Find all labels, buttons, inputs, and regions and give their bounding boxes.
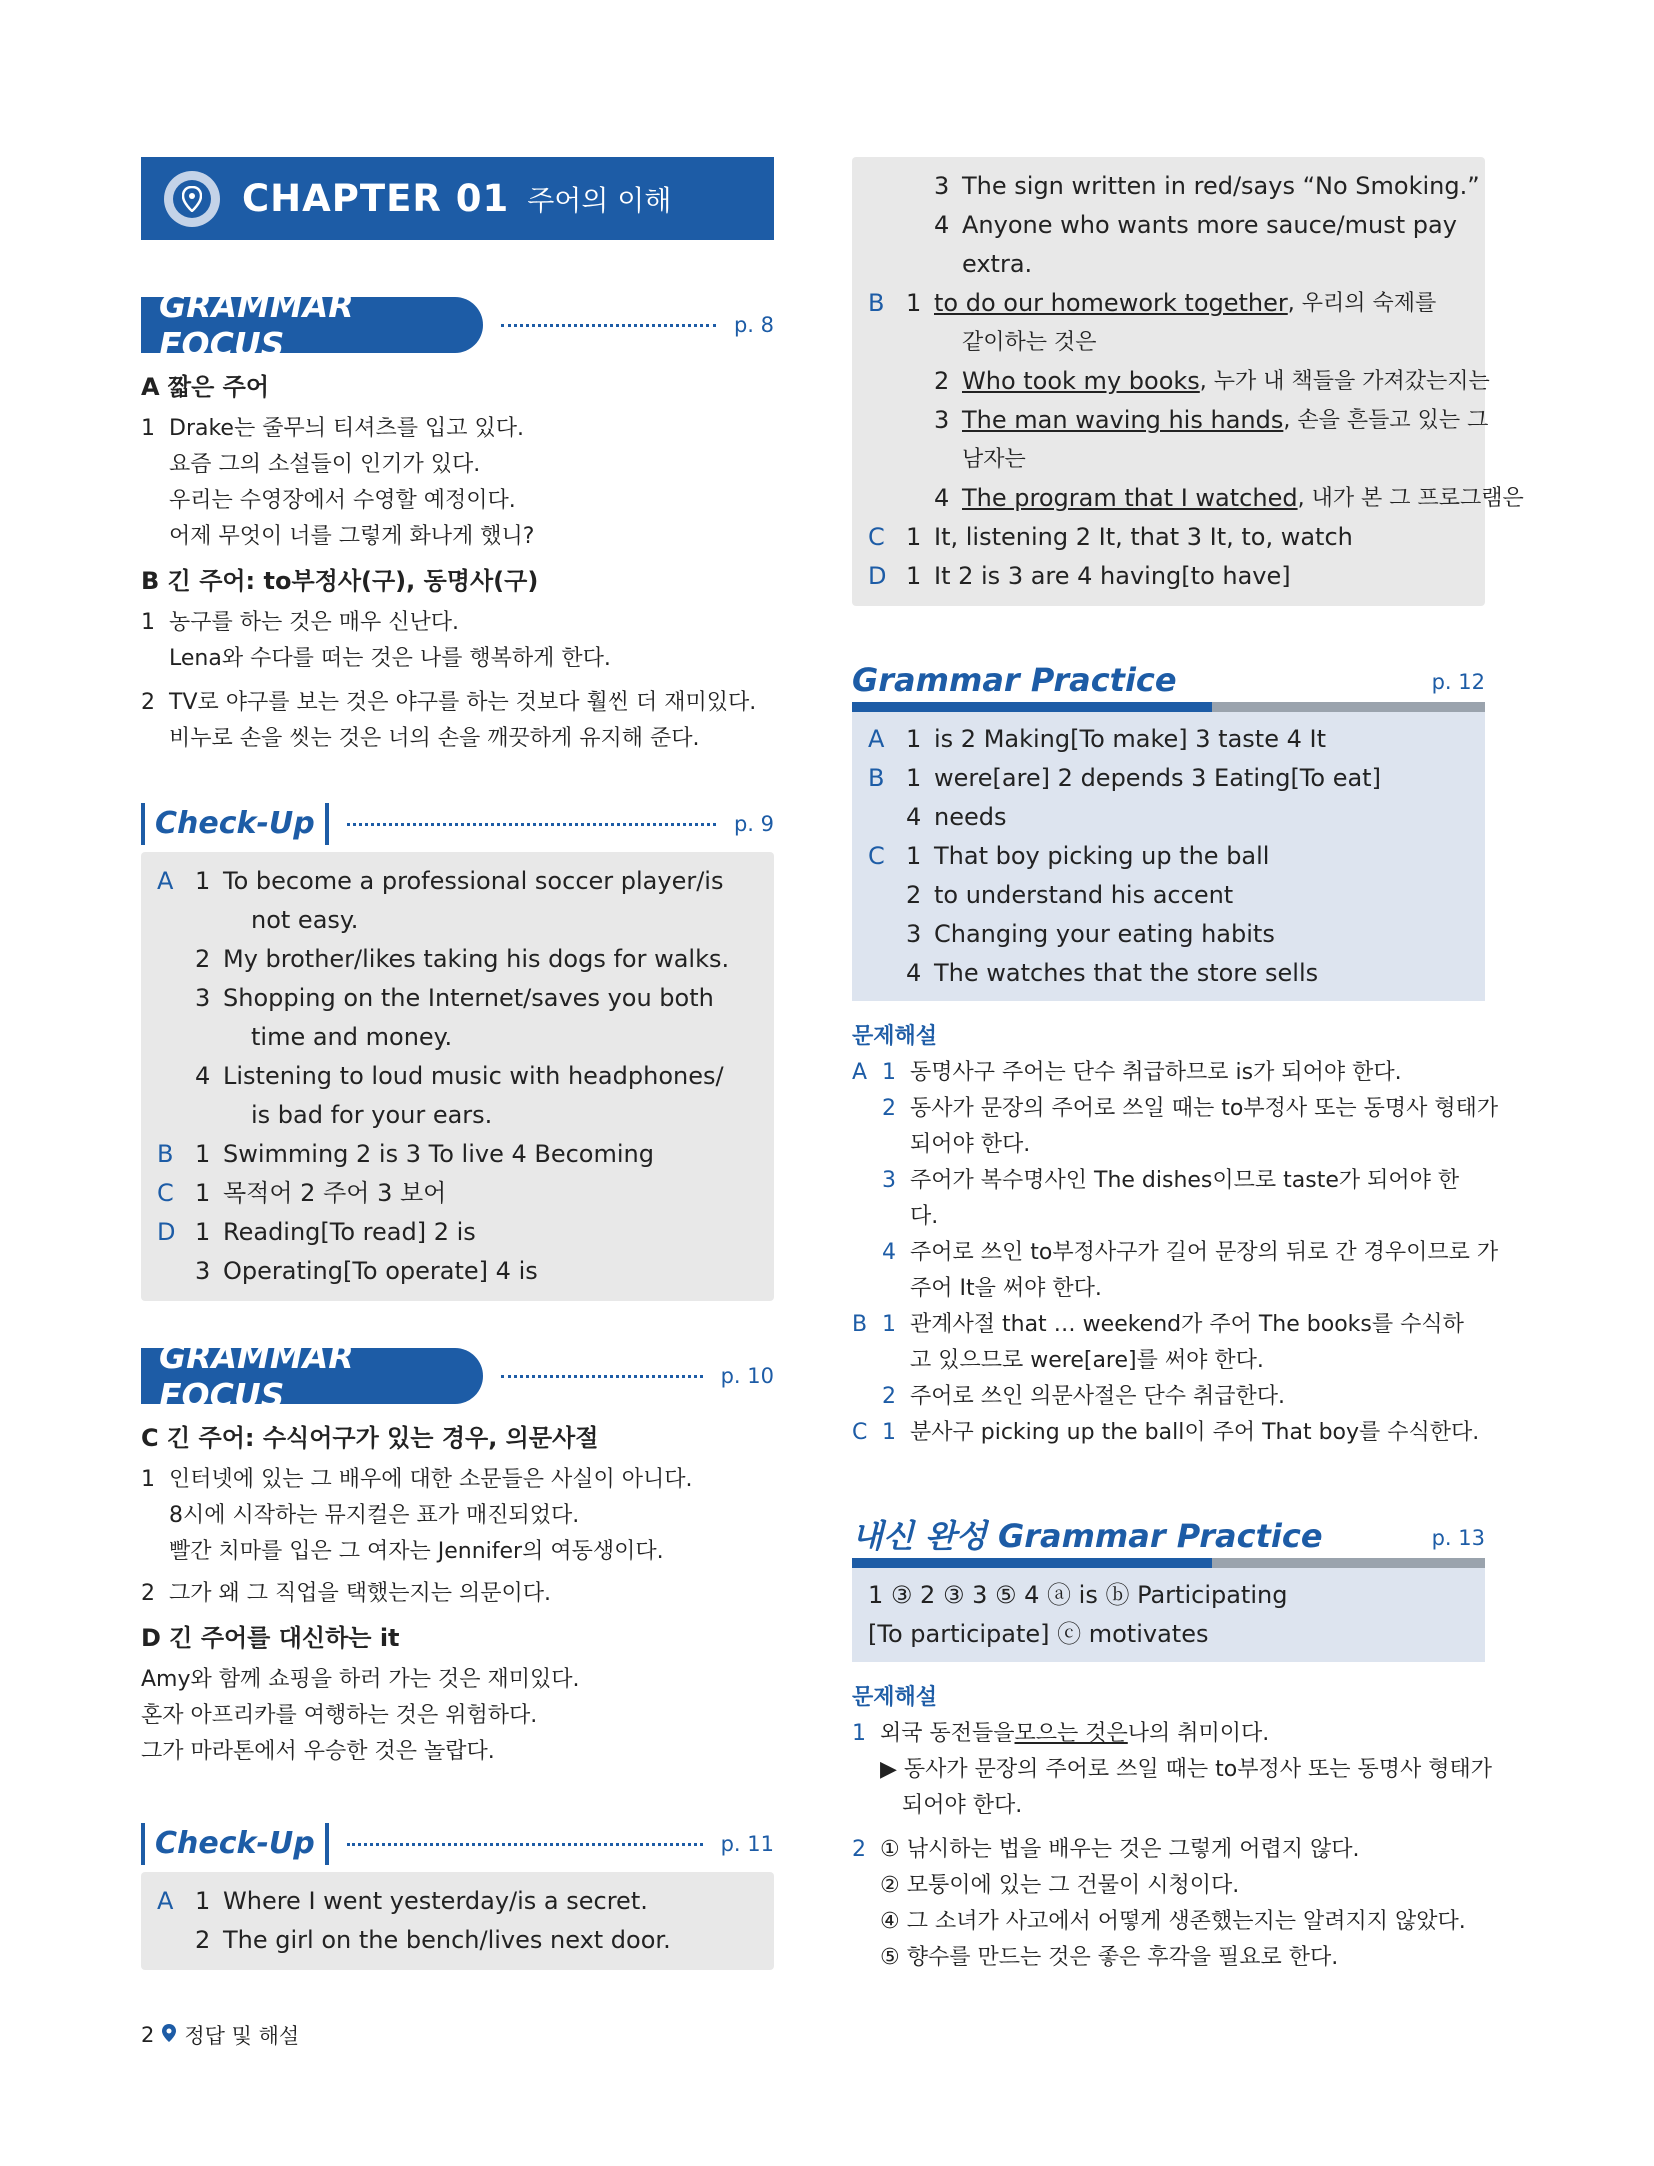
underlined-phrase: Who took my books <box>962 367 1200 395</box>
answer-line: It 2 is 3 are 4 having[to have] <box>934 562 1291 590</box>
footer-text: 정답 및 해설 <box>184 2024 300 2048</box>
answer-line: Listening to loud music with headphones/ <box>223 1062 724 1090</box>
section-title: Check-Up <box>141 803 329 845</box>
underlined-phrase: The man waving his hands <box>962 406 1284 434</box>
answer-line: Changing your eating habits <box>934 920 1275 948</box>
answer-line: 1 ③ 2 ③ 3 ⑤ 4 ⓐ is ⓑ Participating <box>868 1581 1288 1609</box>
page-ref: p. 13 <box>1431 1526 1485 1550</box>
explanation-heading: 문제해설 <box>852 1024 938 1049</box>
answer-box: A 1 is 2 Making[To make] 3 taste 4 It B 1 were[are] 2 depends 3 Eating[To eat] 4 needs C 1 That boy picking up the ball 2 to understand his accent 3 Changing your eating habits 4 The watches that the store sells <box>852 712 1485 1001</box>
explanation-note: ▶ 동사가 문장의 주어로 쓰일 때는 to부정사 또는 동명사 형태가 <box>880 1757 1492 1782</box>
answer-line: 목적어 2 주어 3 보어 <box>223 1179 447 1207</box>
example-line: 8시에 시작하는 뮤지컬은 표가 매진되었다. <box>169 1503 580 1528</box>
answer-box <box>852 1568 1485 1662</box>
explanation-line: ② 모퉁이에 있는 그 건물이 시청이다. <box>880 1873 1240 1898</box>
location-pin-icon <box>162 2023 176 2047</box>
example-line: 그가 왜 그 직업을 택했는지는 의문이다. <box>169 1581 551 1606</box>
page-ref: p. 11 <box>720 1832 774 1856</box>
explanation-line: 다. <box>910 1204 939 1229</box>
section-title: GRAMMAR FOCUS <box>141 297 483 353</box>
grammar-practice-section: Grammar Practice p. 12 A 1 is 2 Making[To make] 3 taste 4 It B 1 were[are] 2 depends 3 Eating[To eat] 4 needs C 1 That boy picking up the ball 2 to understand his accent 3 Changing your eating habits 4 The watches that the store sells 문제해설 A 1 동명사구 주어는 단수 취급하므로 is가 되어야 한다. 2 동사가 문장의 주어로 쓰일 때는 to부정사 또는 동명사 형태가 되어야 한다. 3 주어가 복수명사인 The dishes이므로 taste가 되어야 한 다. 4 주어로 쓰인 to부정사구가 길어 문장의 뒤로 간 경우이므로 가 주어 It을 써야 한다. B 1 관계사절 that … weekend가 주어 The books를 수식하 고 있으므로 were[are]를 써야 한다. 2 주어로 쓰인 의문사절은 단수 취급한다. C 1 분사구 picking up the ball이 주어 That boy를 수식한다. <box>852 656 1485 1451</box>
answer-line: to understand his accent <box>934 881 1234 909</box>
explanation-line: 주어 It을 써야 한다. <box>910 1276 1102 1301</box>
answer-box: A 1 Where I went yesterday/is a secret. 2 The girl on the bench/lives next door. <box>141 1872 774 1970</box>
answer-line: Reading[To read] 2 is <box>223 1218 476 1246</box>
example-line: 그가 마라톤에서 우승한 것은 놀랍다. <box>141 1739 495 1764</box>
page-ref: p. 10 <box>720 1364 774 1388</box>
grammar-focus-section-2: GRAMMAR FOCUS p. 10 C 긴 주어: 수식어구가 있는 경우, 의문사절 1 인터넷에 있는 그 배우에 대한 소문들은 사실이 아니다. 8시에 시작하는 뮤지컬은 표가 매진되었다. 빨간 치마를 입은 그 여자는 Jennifer의 여동생이다. 2 그가 왜 그 직업을 택했는지는 의문이다. D 긴 주어를 대신하는 it Amy와 함께 쇼핑을 하러 가는 것은 재미있다. 혼자 아프리카를 여행하는 것은 위험하다. 그가 마라톤에서 우승한 것은 놀랍다. <box>141 1348 774 1770</box>
explanation-line: 동명사구 주어는 단수 취급하므로 is가 되어야 한다. <box>910 1060 1402 1085</box>
dotted-leader <box>347 823 716 826</box>
dotted-leader <box>501 1375 703 1378</box>
example-line: 요즘 그의 소설들이 인기가 있다. <box>169 452 481 477</box>
answer-line: needs <box>934 803 1007 831</box>
example-line: 우리는 수영장에서 수영할 예정이다. <box>169 488 516 513</box>
example-line: 어제 무엇이 너를 그렇게 화나게 했니? <box>169 524 535 549</box>
explanation-heading: 문제해설 <box>852 1685 938 1710</box>
underlined-phrase: The program that I watched <box>962 484 1298 512</box>
page-number: 2 <box>141 2023 155 2047</box>
answer-line: extra. <box>962 250 1033 278</box>
answer-line: Where I went yesterday/is a secret. <box>223 1887 648 1915</box>
dotted-leader <box>501 324 716 327</box>
explanation-line: 동사가 문장의 주어로 쓰일 때는 to부정사 또는 동명사 형태가 <box>910 1096 1499 1121</box>
answer-line: The watches that the store sells <box>934 959 1319 987</box>
explanation-line: ① 낚시하는 법을 배우는 것은 그렇게 어렵지 않다. <box>880 1837 1360 1862</box>
answer-line: is bad for your ears. <box>251 1101 493 1129</box>
subsection-head: D 긴 주어를 대신하는 it <box>141 1624 400 1652</box>
explanation-line: 분사구 picking up the ball이 주어 That boy를 수식한다. <box>910 1420 1480 1445</box>
explanation-note: 되어야 한다. <box>902 1793 1023 1818</box>
underlined-phrase: to do our homework together <box>934 289 1288 317</box>
answer-line: were[are] 2 depends 3 Eating[To eat] <box>934 764 1381 792</box>
exam-practice-section: 내신 완성 Grammar Practice p. 13 1 ③ 2 ③ 3 ⑤ 4 ⓐ is ⓑ Participating [To participate] ⓒ motivates 문제해설 1 외국 동전들을 모으는 것은 나의 취미이다. ▶ 동사가 문장의 주어로 쓰일 때는 to부정사 또는 동명사 형태가 되어야 한다. 2 ① 낚시하는 법을 배우는 것은 그렇게 어렵지 않다. ② 모퉁이에 있는 그 건물이 시청이다. ④ 그 소녀가 사고에서 어떻게 생존했는지는 알려지지 않았다. ⑤ 향수를 만드는 것은 좋은 후각을 필요로 한다. <box>852 1512 1485 1976</box>
section-title: GRAMMAR FOCUS <box>141 1348 483 1404</box>
section-title: Check-Up <box>141 1823 329 1865</box>
grammar-focus-section-1: GRAMMAR FOCUS p. 8 A 짧은 주어 1 Drake는 줄무늬 티셔츠를 입고 있다. 요즘 그의 소설들이 인기가 있다. 우리는 수영장에서 수영할 예정이다. 어제 무엇이 너를 그렇게 화나게 했니? B 긴 주어: to부정사(구), 동명사(구) 1 농구를 하는 것은 매우 신난다. Lena와 수다를 떠는 것은 나를 행복하게 한다. 2 TV로 야구를 보는 것은 야구를 하는 것보다 훨씬 더 재미있다. 비누로 손을 씻는 것은 너의 손을 깨끗하게 유지해 준다. <box>141 297 774 757</box>
answer-line: That boy picking up the ball <box>934 842 1270 870</box>
example-line: Drake는 줄무늬 티셔츠를 입고 있다. <box>169 416 524 441</box>
answer-line: Operating[To operate] 4 is <box>223 1257 538 1285</box>
page-footer <box>141 2020 299 2050</box>
answer-line: is 2 Making[To make] 3 taste 4 It <box>934 725 1326 753</box>
explanation-line: ⑤ 향수를 만드는 것은 좋은 후각을 필요로 한다. <box>880 1945 1339 1970</box>
answer-line: It, listening 2 It, that 3 It, to, watch <box>934 523 1353 551</box>
explanation-line: 주어가 복수명사인 The dishes이므로 taste가 되어야 한 <box>910 1168 1460 1193</box>
page-ref: p. 12 <box>1431 670 1485 694</box>
subsection-head: A 짧은 주어 <box>141 373 270 401</box>
location-pin-icon <box>164 171 220 227</box>
explanation-line: 고 있으므로 were[are]를 써야 한다. <box>910 1348 1264 1373</box>
answer-line: Shopping on the Internet/saves you both <box>223 984 714 1012</box>
example-line: 빨간 치마를 입은 그 여자는 Jennifer의 여동생이다. <box>169 1539 664 1564</box>
example-line: 인터넷에 있는 그 배우에 대한 소문들은 사실이 아니다. <box>169 1467 693 1492</box>
page-ref: p. 8 <box>733 313 774 337</box>
explanation-line: 주어로 쓰인 to부정사구가 길어 문장의 뒤로 간 경우이므로 가 <box>910 1240 1499 1265</box>
section-title: Grammar Practice <box>852 661 1177 699</box>
chapter-banner <box>141 157 774 240</box>
answer-box-continued: 3 The sign written in red/says “No Smoking.” 4 Anyone who wants more sauce/must pay extra. B 1 to do our homework together , 우리의 숙제를 같이하는 것은 2 Who took my books , 누가 내 책들을 가져갔는지는 3 The man waving his hands , 손을 흔들고 있는 그 남자는 4 The program that I watched , 내가 본 그 프로그램은 C 1 It, listening 2 It, that 3 It, to, watch D 1 It 2 is 3 are 4 having[to have] <box>852 157 1485 606</box>
subsection-head: B 긴 주어: to부정사(구), 동명사(구) <box>141 567 539 595</box>
example-line: 농구를 하는 것은 매우 신난다. <box>169 610 459 635</box>
answer-line: The girl on the bench/lives next door. <box>223 1926 671 1954</box>
explanation-line: ④ 그 소녀가 사고에서 어떻게 생존했는지는 알려지지 않았다. <box>880 1909 1466 1934</box>
chapter-title: CHAPTER 01 <box>242 177 510 220</box>
answer-line: not easy. <box>251 906 359 934</box>
check-up-section-1 <box>141 802 774 1301</box>
underlined-phrase: 모으는 것은 <box>1014 1721 1128 1746</box>
dotted-leader <box>347 1843 703 1846</box>
explanation-line: 주어로 쓰인 의문사절은 단수 취급한다. <box>910 1384 1285 1409</box>
answer-line: Swimming 2 is 3 To live 4 Becoming <box>223 1140 654 1168</box>
page-ref: p. 9 <box>733 812 774 836</box>
chapter-subtitle: 주어의 이해 <box>527 183 672 217</box>
example-line: TV로 야구를 보는 것은 야구를 하는 것보다 훨씬 더 재미있다. <box>169 690 757 715</box>
answer-line: The sign written in red/says “No Smoking.” <box>962 172 1480 200</box>
answer-line: time and money. <box>251 1023 453 1051</box>
answer-box: A 1 To become a professional soccer player/is not easy. 2 My brother/likes taking his dogs for walks. 3 Shopping on the Internet/saves you both time and money. 4 Listening to loud music with headphones/ is bad for your ears. B 1 Swimming 2 is 3 To live 4 Becoming C 1 목적어 2 주어 3 보어 D 1 Reading[To read] 2 is 3 Operating[To operate] 4 is <box>141 852 774 1301</box>
example-line: 혼자 아프리카를 여행하는 것은 위험하다. <box>141 1703 538 1728</box>
explanation-line: 관계사절 that … weekend가 주어 The books를 수식하 <box>910 1312 1464 1337</box>
example-line: Amy와 함께 쇼핑을 하러 가는 것은 재미있다. <box>141 1667 580 1692</box>
section-title: 내신 완성 Grammar Practice <box>852 1517 1323 1555</box>
answer-line: Anyone who wants more sauce/must pay <box>962 211 1457 239</box>
check-up-section-2 <box>141 1822 774 1970</box>
example-line: Lena와 수다를 떠는 것은 나를 행복하게 한다. <box>169 646 611 671</box>
answer-line: My brother/likes taking his dogs for walks. <box>223 945 730 973</box>
answer-line: [To participate] ⓒ motivates <box>868 1620 1209 1648</box>
example-line: 비누로 손을 씻는 것은 너의 손을 깨끗하게 유지해 준다. <box>169 726 700 751</box>
explanation-line: 되어야 한다. <box>910 1132 1031 1157</box>
answer-line: To become a professional soccer player/is <box>223 867 724 895</box>
subsection-head: C 긴 주어: 수식어구가 있는 경우, 의문사절 <box>141 1424 599 1452</box>
